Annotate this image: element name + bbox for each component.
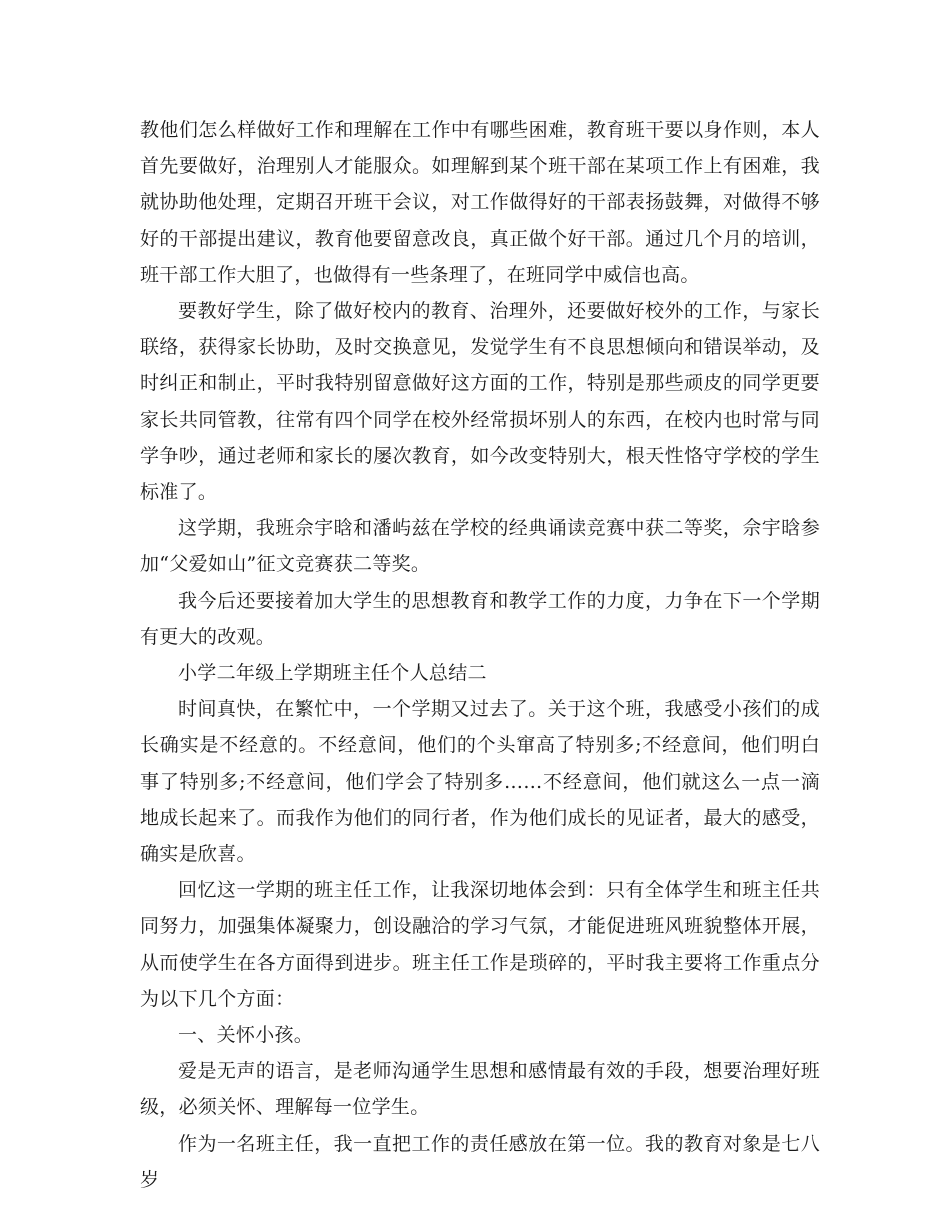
paragraph-love-language: 爱是无声的语言，是老师沟通学生思想和感情最有效的手段，想要治理好班级，必须关怀、理解每一位学生。 xyxy=(140,1060,820,1119)
paragraph-responsibility: 作为一名班主任，我一直把工作的责任感放在第一位。我的教育对象是七八岁 xyxy=(140,1132,820,1191)
paragraph-awards: 这学期，我班佘宇晗和潘屿兹在学校的经典诵读竞赛中获二等奖，佘宇晗参加“父爱如山”征文竞赛获二等奖。 xyxy=(140,517,820,576)
paragraph-time-flies: 时间真快，在繁忙中，一个学期又过去了。关于这个班，我感受小孩们的成长确实是不经意的。不经意间，他们的个头窜高了特别多;不经意间，他们明白事了特别多;不经意间，他们学会了特别多……不经意间，他们就这么一点一滴地成长起来了。而我作为他们的同行者，作为他们成长的见证者，最大的感受，确实是欣喜。 xyxy=(140,698,820,866)
document-body xyxy=(140,112,820,1198)
paragraph-reflection: 回忆这一学期的班主任工作，让我深切地体会到：只有全体学生和班主任共同努力，加强集体凝聚力，创设融洽的学习气氛，才能促进班风班貌整体开展，从而使学生在各方面得到进步。班主任工作是琐碎的，平时我主要将工作重点分为以下几个方面： xyxy=(140,879,820,1010)
section-heading-summary-two: 小学二年级上学期班主任个人总结二 xyxy=(178,662,487,685)
paragraph-parent-contact: 要教好学生，除了做好校内的教育、治理外，还要做好校外的工作，与家长联络，获得家长协助，及时交换意见，发觉学生有不良思想倾向和错误举动，及时纠正和制止，平时我特别留意做好这方面的工作，特别是那些顽皮的同学更要家长共同管教，往常有四个同学在校外经常损坏别人的东西，在校内也时常与同学争吵，通过老师和家长的屡次教育，如今改变特别大，根天性恪守学校的学生标准了。 xyxy=(140,300,820,504)
paragraph-future-plan: 我今后还要接着加大学生的思想教育和教学工作的力度，力争在下一个学期有更大的改观。 xyxy=(140,589,820,648)
section-heading-care-children: 一、关怀小孩。 xyxy=(178,1024,314,1047)
paragraph-class-cadre-training: 教他们怎么样做好工作和理解在工作中有哪些困难，教育班干要以身作则，本人首先要做好，治理别人才能服众。如理解到某个班干部在某项工作上有困难，我就协助他处理，定期召开班干会议，对工作做得好的干部表扬鼓舞，对做得不够好的干部提出建议，教育他要留意改良，真正做个好干部。通过几个月的培训，班干部工作大胆了，也做得有一些条理了，在班同学中威信也高。 xyxy=(140,119,820,286)
